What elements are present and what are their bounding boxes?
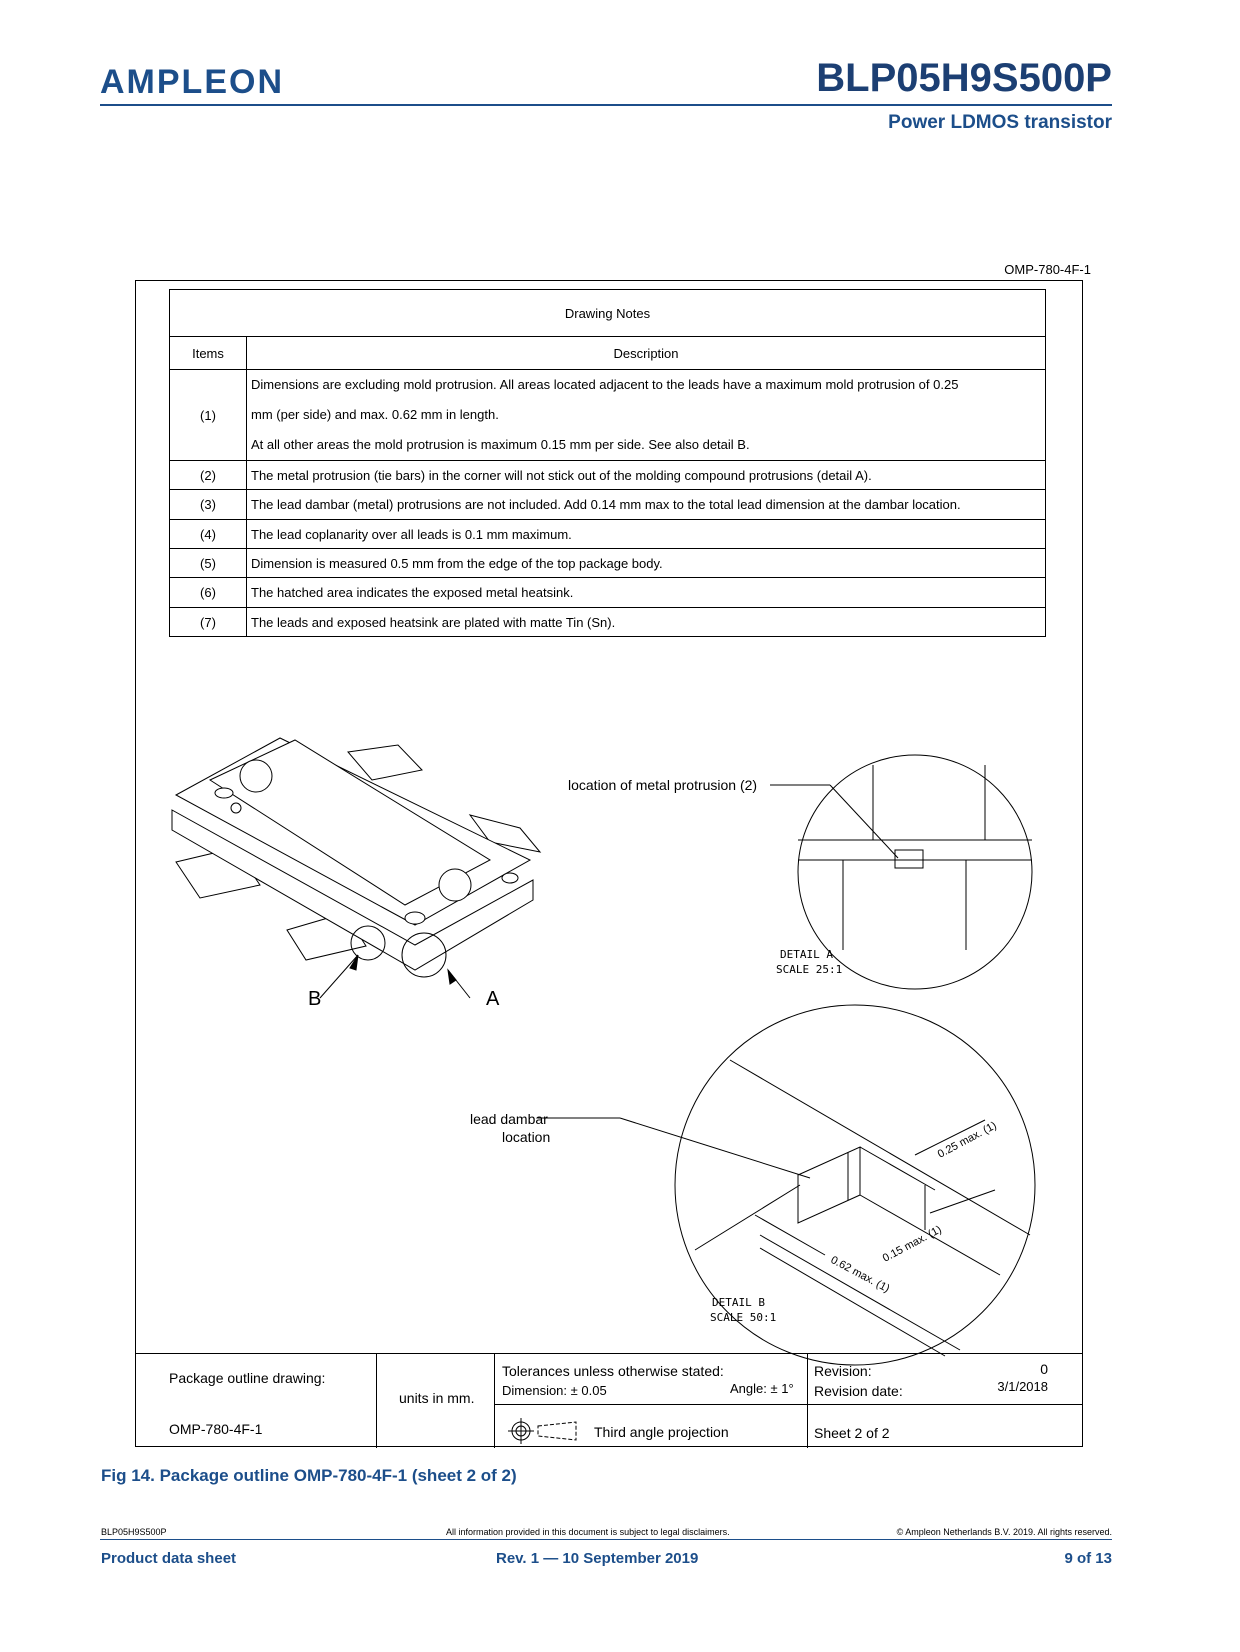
note-description: The lead dambar (metal) protrusions are not included. Add 0.14 mm max to the total lead dimension at the dambar location.: [247, 490, 1046, 520]
footer-revision: Rev. 1 — 10 September 2019: [496, 1550, 699, 1567]
note-description: The lead coplanarity over all leads is 0.1 mm maximum.: [247, 520, 1046, 549]
tb-hrule: [494, 1404, 1083, 1405]
note-item: (4): [170, 520, 247, 549]
footer-rule: [100, 1539, 1112, 1540]
package-3d-view: [172, 738, 540, 977]
product-subtitle: Power LDMOS transistor: [888, 112, 1112, 133]
note-description: Dimension is measured 0.5 mm from the edge of the top package body.: [247, 549, 1046, 578]
tolerance-label: Tolerances unless otherwise stated:: [502, 1363, 724, 1379]
dim-062: 0.62 max. (1): [828, 1254, 892, 1296]
tb-divider: [494, 1354, 495, 1448]
note-item: (6): [170, 578, 247, 608]
angle-tolerance: Angle: ± 1°: [730, 1381, 794, 1396]
detail-b-marker: B: [308, 988, 322, 1010]
detail-a-scale: SCALE 25:1: [776, 963, 843, 976]
detail-a-title: DETAIL A: [780, 948, 833, 961]
dimension-tolerance: Dimension: ± 0.05: [502, 1383, 607, 1398]
note-item: (2): [170, 461, 247, 490]
drawing-code-top: OMP-780-4F-1: [1004, 262, 1091, 277]
figure-caption: Fig 14. Package outline OMP-780-4F-1 (sheet 2 of 2): [101, 1466, 517, 1485]
detail-b-scale: SCALE 50:1: [710, 1311, 777, 1324]
tb-divider: [807, 1354, 808, 1448]
dim-025: 0.25 max. (1): [935, 1119, 999, 1161]
footer-doc-id: BLP05H9S500P: [101, 1527, 167, 1537]
projection-text: Third angle projection: [594, 1424, 729, 1440]
footer-disclaimer: All information provided in this document is subject to legal disclaimers.: [446, 1527, 730, 1537]
detail-b-title: DETAIL B: [712, 1296, 765, 1309]
pkg-label: Package outline drawing:: [169, 1370, 326, 1386]
detail-b-view: [538, 1005, 1035, 1365]
note-item: (1): [170, 370, 247, 461]
note-item: (5): [170, 549, 247, 578]
units-text: units in mm.: [399, 1390, 475, 1406]
dim-015: 0.15 max. (1): [880, 1223, 944, 1265]
sheet-number: Sheet 2 of 2: [814, 1425, 890, 1441]
col-description-header: Description: [247, 337, 1046, 370]
note-line: mm (per side) and max. 0.62 mm in length.: [251, 407, 499, 422]
dambar-label-line1: lead dambar: [470, 1111, 548, 1127]
note-line: At all other areas the mold protrusion is maximum 0.15 mm per side. See also detail B.: [251, 437, 750, 452]
footer-copyright: © Ampleon Netherlands B.V. 2019. All rights reserved.: [896, 1527, 1112, 1537]
col-items-header: Items: [170, 337, 247, 370]
note-description: The hatched area indicates the exposed metal heatsink.: [247, 578, 1046, 608]
tb-divider: [376, 1354, 377, 1448]
note-description: The leads and exposed heatsink are plated with matte Tin (Sn).: [247, 608, 1046, 637]
notes-title: Drawing Notes: [170, 290, 1046, 337]
revision-date-value: 3/1/2018: [997, 1379, 1048, 1394]
product-title: BLP05H9S500P: [816, 56, 1112, 100]
note-description: The metal protrusion (tie bars) in the corner will not stick out of the molding compound protrusions (detail A).: [247, 461, 1046, 490]
protrusion-label: location of metal protrusion (2): [568, 777, 758, 793]
note-item: (3): [170, 490, 247, 520]
footer-doc-type: Product data sheet: [101, 1550, 237, 1567]
title-block: [135, 1353, 1083, 1448]
revision-value: 0: [1040, 1361, 1048, 1377]
note-item: (7): [170, 608, 247, 637]
company-logo: AMPLEON: [100, 63, 284, 101]
pkg-code: OMP-780-4F-1: [169, 1421, 263, 1437]
revision-date-label: Revision date:: [814, 1383, 903, 1399]
detail-a-marker: A: [486, 988, 500, 1010]
footer-page-number: 9 of 13: [1064, 1550, 1112, 1567]
dambar-label-line2: location: [502, 1129, 551, 1145]
revision-label: Revision:: [814, 1363, 872, 1379]
projection-symbol-icon: [508, 1418, 583, 1444]
note-line: Dimensions are excluding mold protrusion. All areas located adjacent to the leads have a maximum mold protrusion of 0.25: [251, 377, 959, 392]
